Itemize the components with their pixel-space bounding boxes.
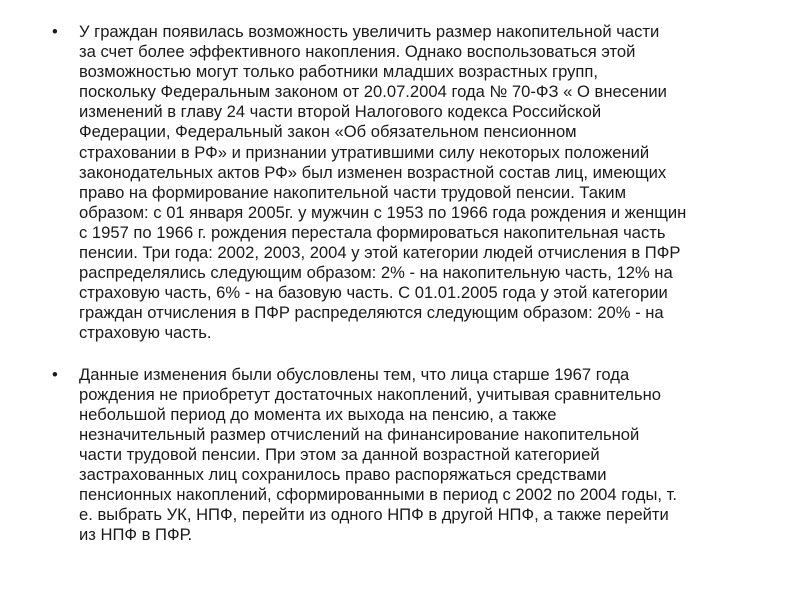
bullet-list: [52, 22, 764, 545]
text-line: Федерации, Федеральный закон «Об обязательном пенсионном: [79, 122, 577, 142]
text-line: части трудовой пенсии. При этом за данной возрастной категорией: [79, 444, 600, 464]
text-line: страховую часть, 6% - на базовую часть. С 01.01.2005 года у этой категории: [79, 283, 668, 303]
text-line: с 1957 по 1966 г. рождения перестала формироваться накопительная часть: [79, 222, 666, 242]
bullet-icon: •: [52, 364, 58, 384]
text-line: застрахованных лиц сохранилось право распоряжаться средствами: [79, 464, 607, 484]
text-line: за счет более эффективного накопления. Однако воспользоваться этой: [79, 42, 636, 62]
text-line: изменений в главу 24 части второй Налогового кодекса Российской: [79, 102, 602, 122]
bullet-icon: •: [52, 22, 58, 41]
paragraph-reform: [79, 22, 764, 344]
text-line: законодательных актов РФ» был изменен возрастной состав лиц, имеющих: [79, 162, 667, 182]
text-line: пенсионных накоплений, сформированными в период с 2002 по 2004 годы, т.: [79, 485, 677, 505]
text-line: пенсии. Три года: 2002, 2003, 2004 у этой категории людей отчисления в ПФР: [79, 243, 681, 263]
paragraph-reasons: [79, 365, 764, 546]
text-line: небольшой период до момента их выхода на пенсию, а также: [79, 404, 557, 424]
text-line: страховую часть.: [79, 323, 212, 343]
text-line: рождения не приобретут достаточных накоплений, учитывая сравнительно: [79, 384, 662, 404]
text-line: У граждан появилась возможность увеличить размер накопительной части: [79, 22, 660, 41]
text-line: е. выбрать УК, НПФ, перейти из одного НПФ в другой НПФ, а также перейти: [79, 505, 669, 525]
bullet-item-reasons: [52, 365, 764, 546]
text-line: возможностью могут только работники младших возрастных групп,: [79, 62, 598, 82]
text-line: страховании в РФ» и признании утратившими силу некоторых положений: [79, 142, 650, 162]
bullet-item-reform: [52, 22, 764, 344]
text-line: образом: с 01 января 2005г. у мужчин с 1953 по 1966 года рождения и женщин: [79, 202, 687, 222]
text-line: поскольку Федеральным законом от 20.07.2004 года № 70-ФЗ « О внесении: [79, 82, 667, 102]
text-line: граждан отчисления в ПФР распределяются следующим образом: 20% - на: [79, 303, 664, 323]
text-line: Данные изменения были обусловлены тем, что лица старше 1967 года: [79, 364, 630, 384]
text-line: распределялись следующим образом: 2% - на накопительную часть, 12% на: [79, 263, 673, 283]
text-line: из НПФ в ПФР.: [79, 525, 193, 545]
text-line: незначительный размер отчислений на финансирование накопительной: [79, 424, 640, 444]
text-line: право на формирование накопительной части трудовой пенсии. Таким: [79, 182, 626, 202]
